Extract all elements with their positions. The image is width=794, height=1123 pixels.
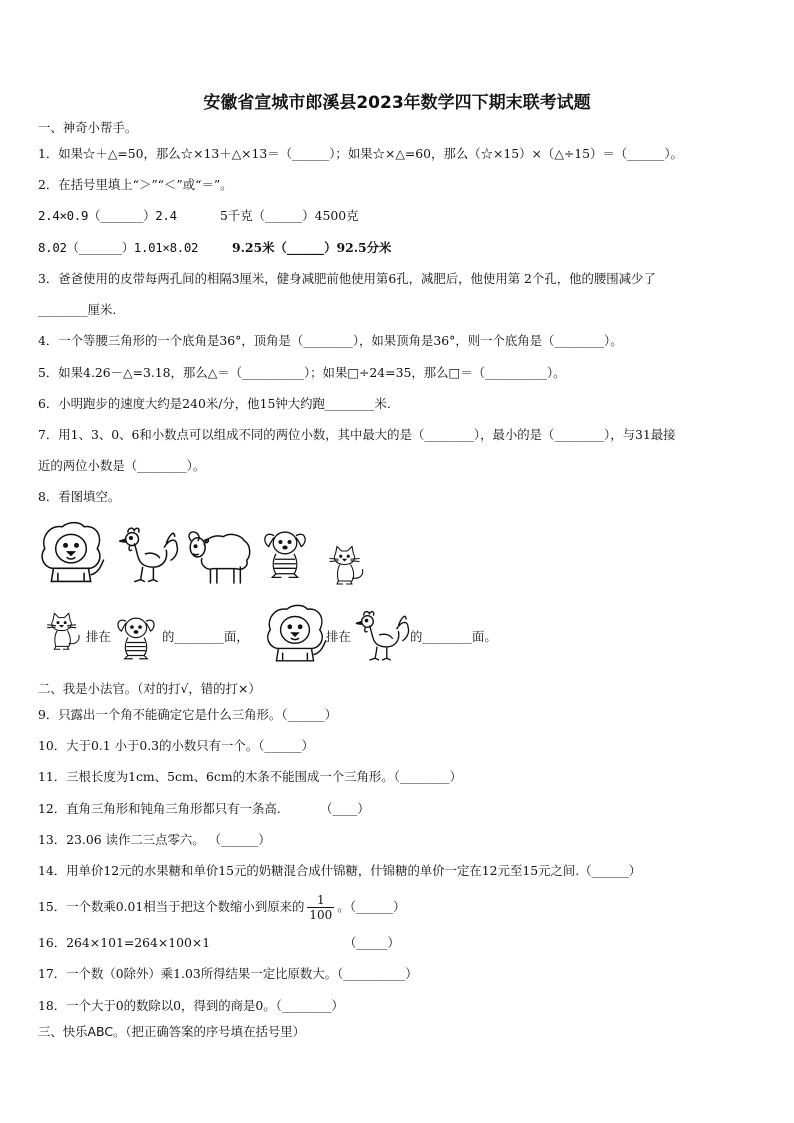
section-2-heading: 二、我是小法官。（对的打√，错的打×） xyxy=(38,681,261,696)
question-2-row-1 xyxy=(38,208,758,224)
question-12: 12．直角三角形和钝角三角形都只有一条高. （____） xyxy=(38,801,370,816)
question-10: 10．大于0.1 小于0.3的小数只有一个。（______） xyxy=(38,738,314,753)
q8-text-3: 排在 xyxy=(326,629,351,644)
lion-icon xyxy=(36,520,106,586)
rooster-icon xyxy=(112,522,182,586)
q8-text-1: 排在 xyxy=(86,629,111,644)
q2-compare-a: 2.4×0.9（______）2.4 xyxy=(38,208,177,223)
question-7-cont: 近的两位小数是（________）。 xyxy=(38,458,206,473)
q16-answer-blank: （_____） xyxy=(344,935,400,950)
fraction-numerator: 1 xyxy=(307,893,334,908)
question-8: 8．看图填空。 xyxy=(38,489,121,504)
puppy-icon xyxy=(110,604,162,668)
question-7: 7．用1、3、0、6和小数点可以组成不同的两位小数，其中最大的是（________），最小的是（________），与31最接 xyxy=(38,427,676,442)
question-3: 3．爸爸使用的皮带每两孔间的相隔3厘米，健身减肥前他使用第6孔，减肥后，他使用第 2个孔，他的腰围减少了 xyxy=(38,271,656,286)
section-1-heading: 一、神奇小帮手。 xyxy=(38,120,138,135)
q15-text: 15．一个数乘0.01相当于把这个数缩小到原来的 xyxy=(38,899,305,914)
question-11: 11．三根长度为1cm、5cm、6cm的木条不能围成一个三角形。（________） xyxy=(38,769,462,784)
question-9: 9．只露出一个角不能确定它是什么三角形。（______） xyxy=(38,707,338,722)
q2-compare-c: 8.02（______）1.01×8.02 xyxy=(38,240,199,255)
question-14: 14．用单价12元的水果糖和单价15元的奶糖混合成什锦糖，什锦糖的单价一定在12元至15元之间.（______） xyxy=(38,863,642,878)
rooster-icon xyxy=(350,606,412,664)
question-6: 6．小明跑步的速度大约是240米/分，他15钟大约跑________米. xyxy=(38,396,391,411)
question-16 xyxy=(38,935,758,951)
fraction-denominator: 100 xyxy=(309,908,333,922)
lion-icon xyxy=(262,602,328,666)
sheep-icon xyxy=(184,526,254,590)
question-3-cont: ________厘米. xyxy=(38,302,117,317)
cat-icon xyxy=(322,542,370,590)
fraction-one-hundredth xyxy=(307,893,334,922)
q15-answer-blank: 。（______） xyxy=(337,899,406,914)
question-17: 17．一个数（0除外）乘1.03所得结果一定比原数大。（__________） xyxy=(38,966,418,981)
section-3-heading: 三、快乐ABC。（把正确答案的序号填在括号里） xyxy=(38,1024,306,1039)
q16-text: 16．264×101=264×100×1 xyxy=(38,935,211,950)
q8-text-2: 的________面， xyxy=(162,629,249,644)
question-15 xyxy=(38,893,758,922)
question-4: 4．一个等腰三角形的一个底角是36°，顶角是（________），如果顶角是36°，则一个底角是（________）。 xyxy=(38,333,623,348)
cat-icon xyxy=(40,608,86,656)
question-2-row-2 xyxy=(38,240,758,256)
question-5: 5．如果4.26－△=3.18，那么△＝（__________）；如果□÷24=35，那么□＝（__________）。 xyxy=(38,365,566,380)
q2-compare-d: 9.25米（______）92.5分米 xyxy=(231,240,392,255)
page-title: 安徽省宣城市郎溪县2023年数学四下期末联考试题 xyxy=(203,93,591,113)
question-1: 1．如果☆＋△=50，那么☆×13＋△×13＝（______）；如果☆×△=60，那么（☆×15）×（△÷15）＝（______）。 xyxy=(38,146,683,161)
question-18: 18．一个大于0的数除以0，得到的商是0。（________） xyxy=(38,998,344,1013)
q2-compare-b: 5千克（______）4500克 xyxy=(219,208,359,223)
q8-text-4: 的________面。 xyxy=(410,629,497,644)
question-13: 13．23.06 读作二三点零六。 （______） xyxy=(38,832,271,847)
question-2: 2．在括号里填上“＞”“＜”或“＝”。 xyxy=(38,177,233,192)
puppy-icon xyxy=(256,518,314,586)
